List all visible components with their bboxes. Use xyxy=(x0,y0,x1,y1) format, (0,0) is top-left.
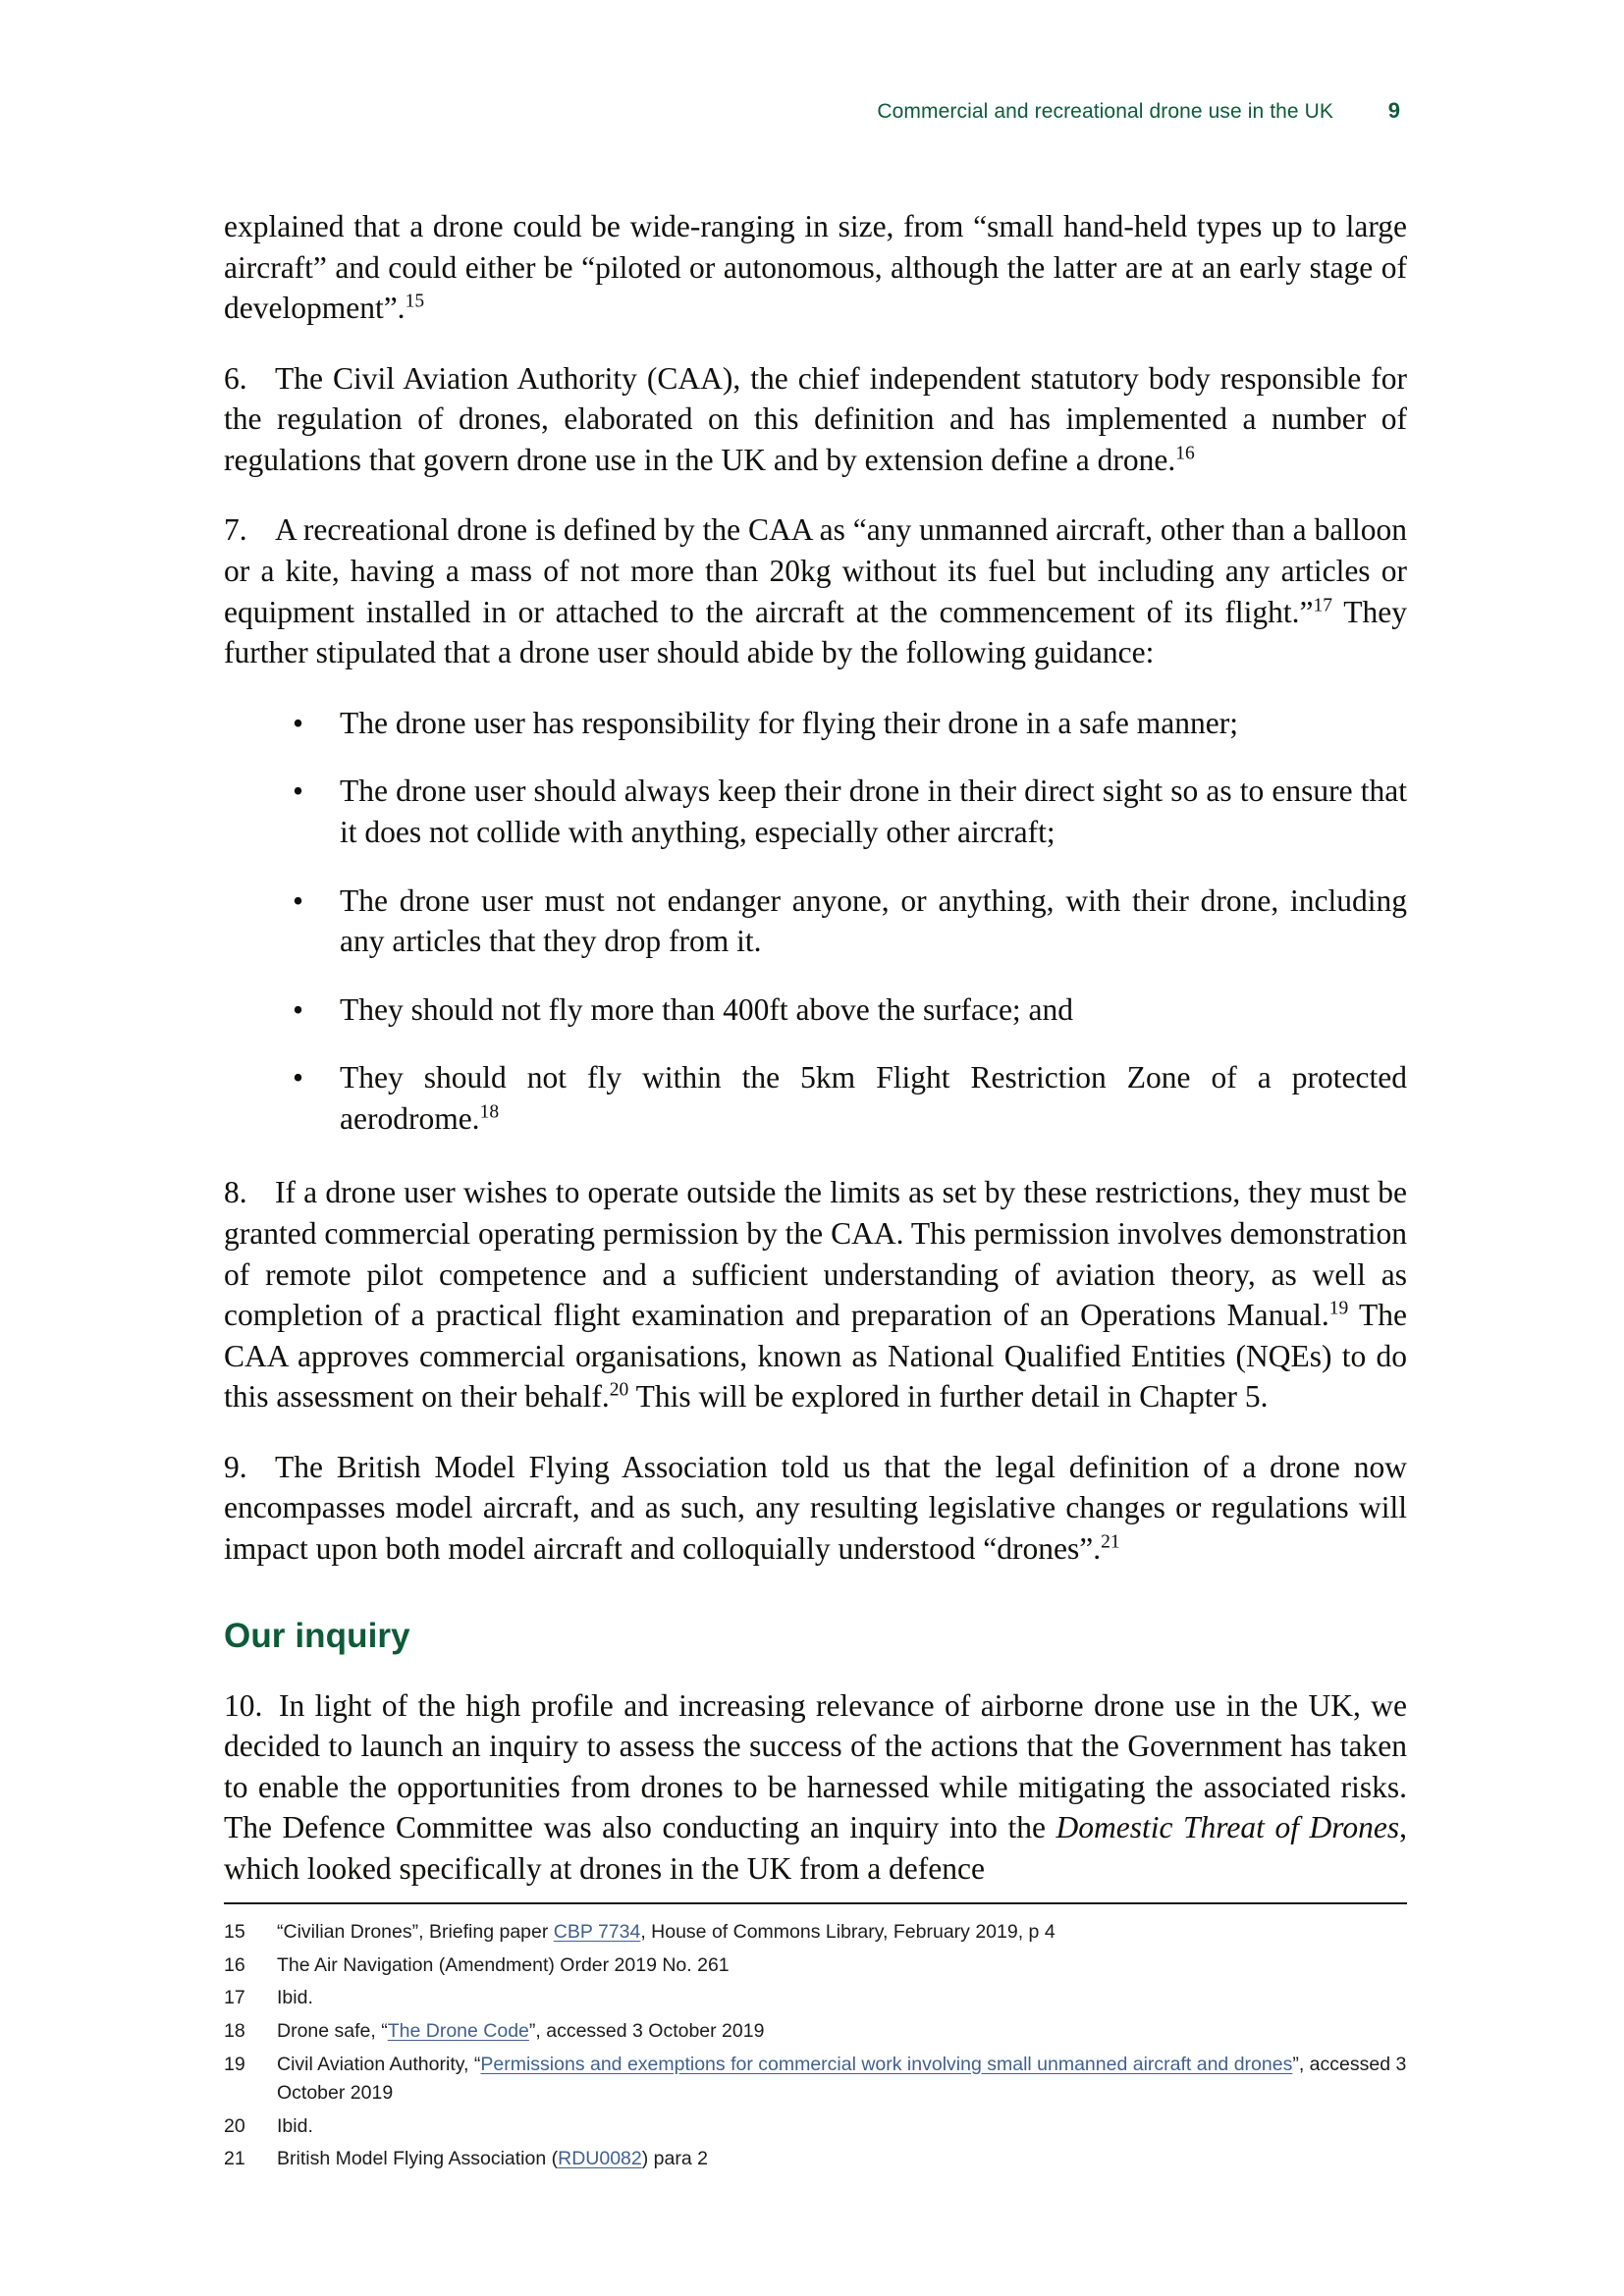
paragraph-7-text-part2: They further stipulated that a drone user should abide by the following guidance: xyxy=(224,594,1408,670)
paragraph-6-text: The Civil Aviation Authority (CAA), the chief independent statutory body responsible for the regulation of drones, elaborated on this definition and has implemented a number of regulations that govern drone use in the UK and by extension define a drone. xyxy=(224,360,1407,477)
list-item-text: The drone user has responsibility for flying their drone in a safe manner; xyxy=(340,705,1238,740)
footnote-ref-16[interactable]: 16 xyxy=(1175,443,1195,464)
paragraph-8-text-part1: If a drone user wishes to operate outside the limits as set by these restrictions, they must be granted commercial operating permission by the CAA. This permission involves demonstration of remote pilot competence and a sufficient understanding of aviation theory, as well as completion of a practical flight examination and preparation of an Operations Manual. xyxy=(224,1175,1407,1333)
footnote-link[interactable]: Permissions and exemptions for commercial work involving small unmanned aircraft and drones xyxy=(480,2053,1293,2075)
paragraph-9 xyxy=(224,1447,1407,1570)
paragraph-6-number: 6. xyxy=(224,360,247,396)
paragraph-10-text-part1: In light of the high profile and increasing relevance of airborne drone use in the UK, we decided to launch an inquiry to assess the success of the actions that the Government has taken to enable the opportunities from drones to be harnessed while mitigating the associated risks. The Defence Committee was also conducting an inquiry into the xyxy=(224,1687,1407,1845)
footnote-entry xyxy=(224,1951,1407,1981)
footnote-entry xyxy=(224,2112,1407,2142)
list-item-text: They should not fly within the 5km Flight Restriction Zone of a protected aerodrome. xyxy=(340,1060,1407,1136)
footnote-ref-20[interactable]: 20 xyxy=(609,1379,629,1401)
footnote-text xyxy=(277,2051,1407,2109)
list-item xyxy=(224,1057,1407,1139)
paragraph-5-continuation xyxy=(224,206,1407,329)
footnote-link[interactable]: RDU0082 xyxy=(558,2148,642,2170)
footnote-text-pre: Ibid. xyxy=(277,2114,313,2137)
list-item-text: The drone user must not endanger anyone, or anything, with their drone, including any articles that they drop from it. xyxy=(340,882,1407,959)
footnote-number: 19 xyxy=(224,2053,245,2075)
bullet-icon: • xyxy=(293,705,304,740)
list-item xyxy=(224,989,1407,1031)
footnote-number: 17 xyxy=(224,1987,245,2009)
footnote-ref-21[interactable]: 21 xyxy=(1101,1531,1120,1553)
paragraph-5-text: explained that a drone could be wide-ranging in size, from “small hand-held types up to large aircraft” and could either be “piloted or autonomous, although the latter are at an early stage of development”. xyxy=(224,209,1407,326)
paragraph-7-number: 7. xyxy=(224,512,247,548)
footnote-text-post: , House of Commons Library, February 2019, p 4 xyxy=(640,1921,1056,1943)
bullet-icon: • xyxy=(293,774,304,809)
paragraph-8-text-part2: The CAA approves commercial organisations, known as National Qualified Entities (NQEs) to do this assessment on their behalf. xyxy=(224,1298,1407,1415)
footnote-number: 21 xyxy=(224,2148,245,2170)
paragraph-10-number: 10. xyxy=(224,1687,263,1723)
footnote-text-pre: British Model Flying Association ( xyxy=(277,2148,559,2170)
footnote-text-pre: The Air Navigation (Amendment) Order 2019 No. 261 xyxy=(277,1953,730,1976)
running-header xyxy=(224,98,1400,124)
list-item-text: The drone user should always keep their drone in their direct sight so as to ensure that it does not collide with anything, especially other aircraft; xyxy=(340,774,1407,849)
body-column xyxy=(224,206,1407,1919)
paragraph-9-text: The British Model Flying Association told us that the legal definition of a drone now encompasses model aircraft, and as such, any resulting legislative changes or regulations will impact upon both model aircraft and colloquially understood “drones”. xyxy=(224,1449,1407,1567)
footnote-text-pre: Civil Aviation Authority, “ xyxy=(277,2053,481,2075)
footnote-number: 20 xyxy=(224,2114,245,2137)
bullet-icon: • xyxy=(293,991,304,1027)
footnote-link[interactable]: CBP 7734 xyxy=(553,1921,641,1943)
paragraph-9-number: 9. xyxy=(224,1449,247,1484)
paragraph-7-text-part1: A recreational drone is defined by the CAA as “any unmanned aircraft, other than a balloon or a kite, having a mass of not more than 20kg without its fuel but including any articles or equipment installed in or attached to the aircraft at the commencement of its flight.” xyxy=(224,512,1407,629)
paragraph-7 xyxy=(224,509,1407,672)
list-item xyxy=(224,881,1407,962)
list-item xyxy=(224,703,1407,744)
footnote-text xyxy=(277,2112,1407,2142)
footnote-ref-15[interactable]: 15 xyxy=(405,291,425,312)
footnote-text-post: ) para 2 xyxy=(641,2148,708,2170)
paragraph-8-number: 8. xyxy=(224,1175,247,1210)
footnote-text xyxy=(277,1984,1407,2013)
bullet-icon: • xyxy=(293,1060,304,1095)
footnote-separator-rule xyxy=(224,1902,1407,1904)
paragraph-10 xyxy=(224,1685,1407,1890)
footnote-entry xyxy=(224,1918,1407,1948)
footnote-entry xyxy=(224,2017,1407,2047)
footnote-link[interactable]: The Drone Code xyxy=(387,2019,529,2042)
footnote-text-post: ”, accessed 3 October 2019 xyxy=(277,2053,1407,2105)
section-heading-our-inquiry: Our inquiry xyxy=(224,1616,410,1655)
footnote-number: 18 xyxy=(224,2019,245,2042)
paragraph-8 xyxy=(224,1172,1407,1416)
footnote-entry xyxy=(224,2051,1407,2109)
paragraph-10-text-part2: , which looked specifically at drones in the UK from a defence xyxy=(224,1810,1407,1886)
list-item xyxy=(224,771,1407,852)
footnote-number: 15 xyxy=(224,1921,245,1943)
running-header-title: Commercial and recreational drone use in the UK xyxy=(877,100,1333,123)
guidance-bullet-list xyxy=(224,703,1407,1140)
report-title-italic: Domestic Threat of Drones xyxy=(1056,1810,1400,1845)
page-number: 9 xyxy=(1387,98,1400,123)
footnote-text xyxy=(277,2017,1407,2047)
footnote-ref-19[interactable]: 19 xyxy=(1328,1298,1349,1319)
footnote-number: 16 xyxy=(224,1953,245,1976)
bullet-icon: • xyxy=(293,882,304,918)
footnote-text-pre: Drone safe, “ xyxy=(277,2019,388,2042)
footnote-text xyxy=(277,2145,1407,2174)
paragraph-8-text-part3: This will be explored in further detail in Chapter 5. xyxy=(628,1379,1269,1415)
footnote-entry xyxy=(224,2145,1407,2174)
footnotes-block xyxy=(224,1902,1407,2178)
footnote-ref-17[interactable]: 17 xyxy=(1313,595,1333,616)
footnote-text-pre: “Civilian Drones”, Briefing paper xyxy=(277,1921,554,1943)
footnote-ref-18[interactable]: 18 xyxy=(479,1101,500,1123)
footnote-text xyxy=(277,1951,1407,1981)
footnote-entry xyxy=(224,1984,1407,2013)
paragraph-6 xyxy=(224,358,1407,481)
footnote-text xyxy=(277,1918,1407,1948)
footnote-text-pre: Ibid. xyxy=(277,1987,313,2009)
footnote-text-post: ”, accessed 3 October 2019 xyxy=(528,2019,765,2042)
list-item-text: They should not fly more than 400ft above the surface; and xyxy=(340,991,1074,1027)
